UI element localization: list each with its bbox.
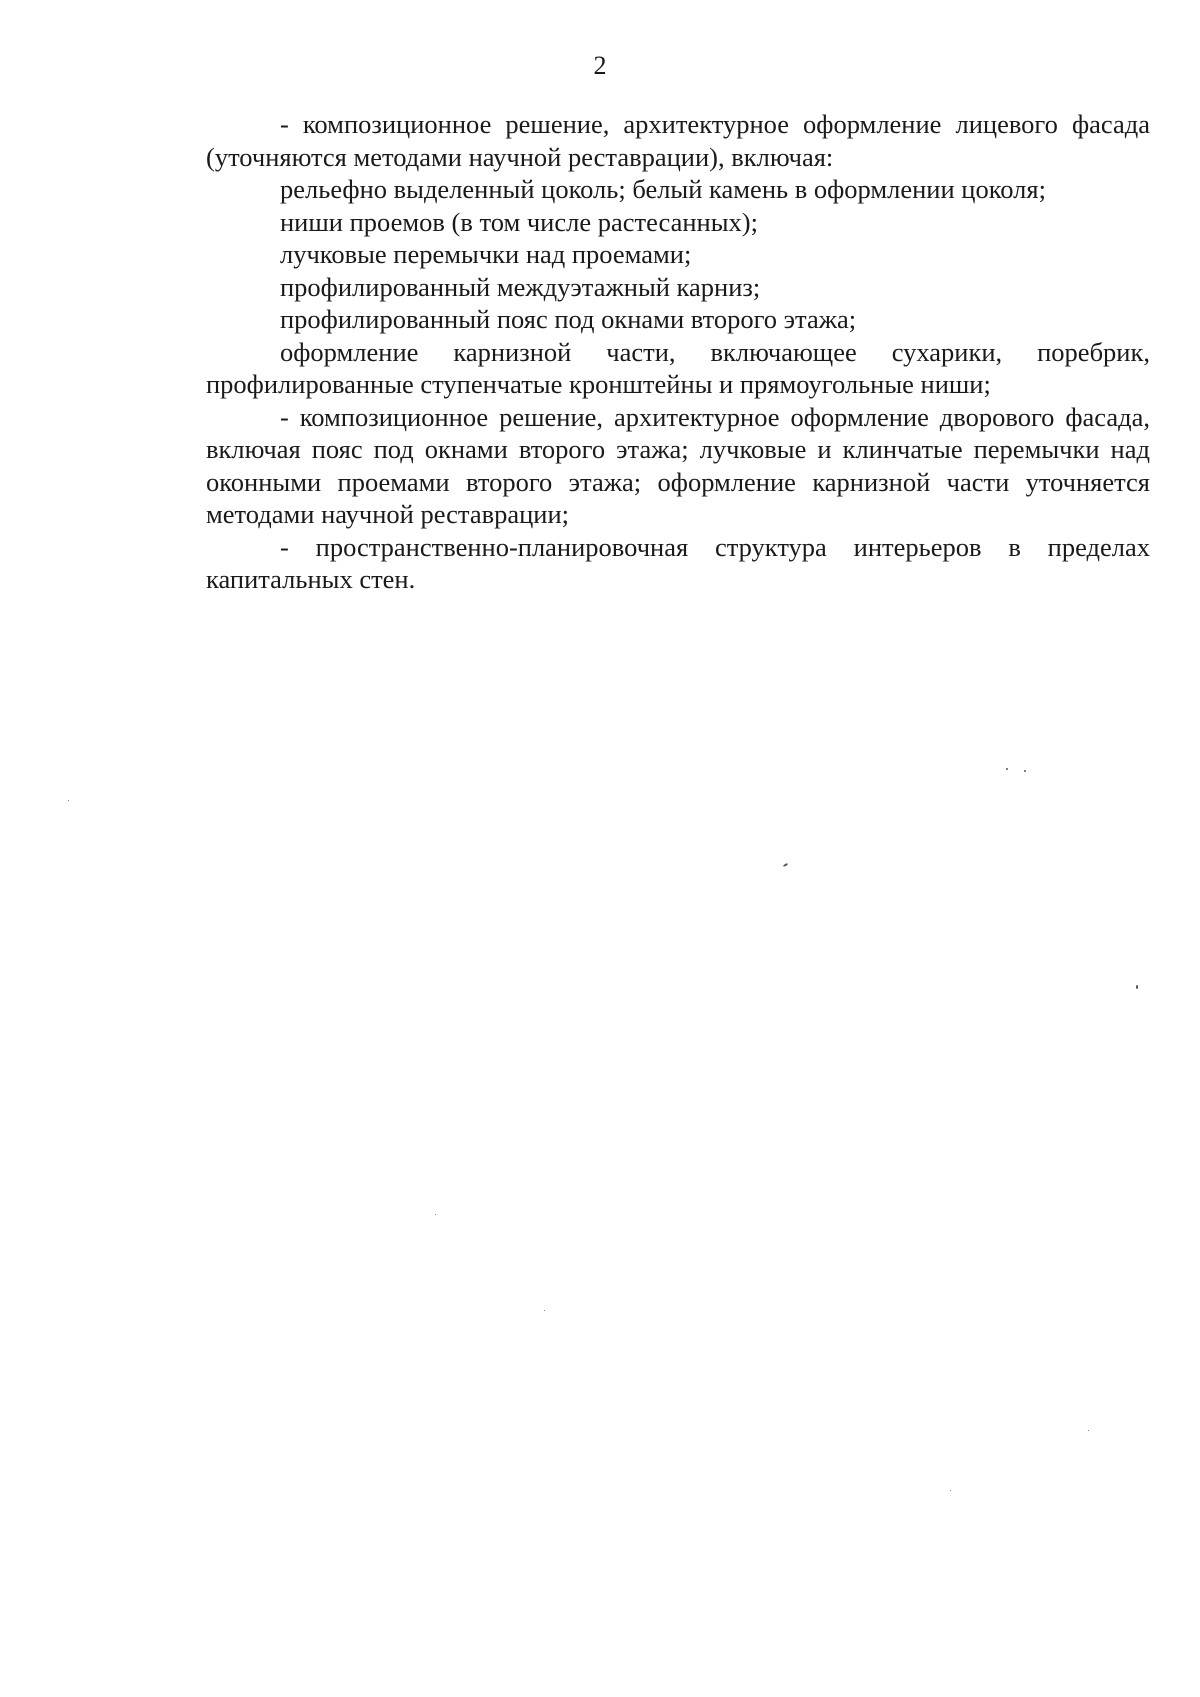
paragraph-courtyard-facade: - композиционное решение, архитектурное оформление дворового фасада, включая пояс под окнами второго этажа; лучковые и клинчатые перемычки над оконными проемами второго этажа; оформление карнизной части уточняется методами научной реставрации;: [206, 401, 1150, 529]
paragraph-cornice-part: оформление карнизной части, включающее сухарики, поребрик, профилированные ступенчатые кронштейны и прямоугольные ниши;: [206, 336, 1150, 399]
scan-speck: [435, 1214, 436, 1215]
scan-speck: [783, 863, 788, 867]
scan-speck: [1024, 770, 1026, 772]
paragraph-cornice: профилированный междуэтажный карниз;: [280, 271, 761, 302]
paragraph-niches: ниши проемов (в том числе растесанных);: [280, 206, 758, 237]
document-body: [206, 108, 1150, 596]
paragraph-plinth: рельефно выделенный цоколь; белый камень в оформлении цоколя;: [280, 174, 1046, 204]
paragraph-belt: профилированный пояс под окнами второго этажа;: [280, 304, 857, 334]
paragraph-facade-main: - композиционное решение, архитектурное оформление лицевого фасада (уточняются методами научной реставрации), включая:: [206, 109, 1150, 172]
scan-speck: [1006, 768, 1008, 770]
paragraph-lintels: лучковые перемычки над проемами;: [280, 239, 692, 269]
scan-speck: [68, 800, 69, 801]
scan-speck: [1088, 1430, 1089, 1431]
scan-speck: [1136, 985, 1138, 989]
scan-speck: [544, 1310, 545, 1311]
paragraph-interior-structure: - пространственно-планировочная структура интерьеров в пределах капитальных стен.: [206, 531, 1150, 594]
page-number: 2: [593, 51, 607, 80]
scan-speck: [950, 1490, 951, 1491]
